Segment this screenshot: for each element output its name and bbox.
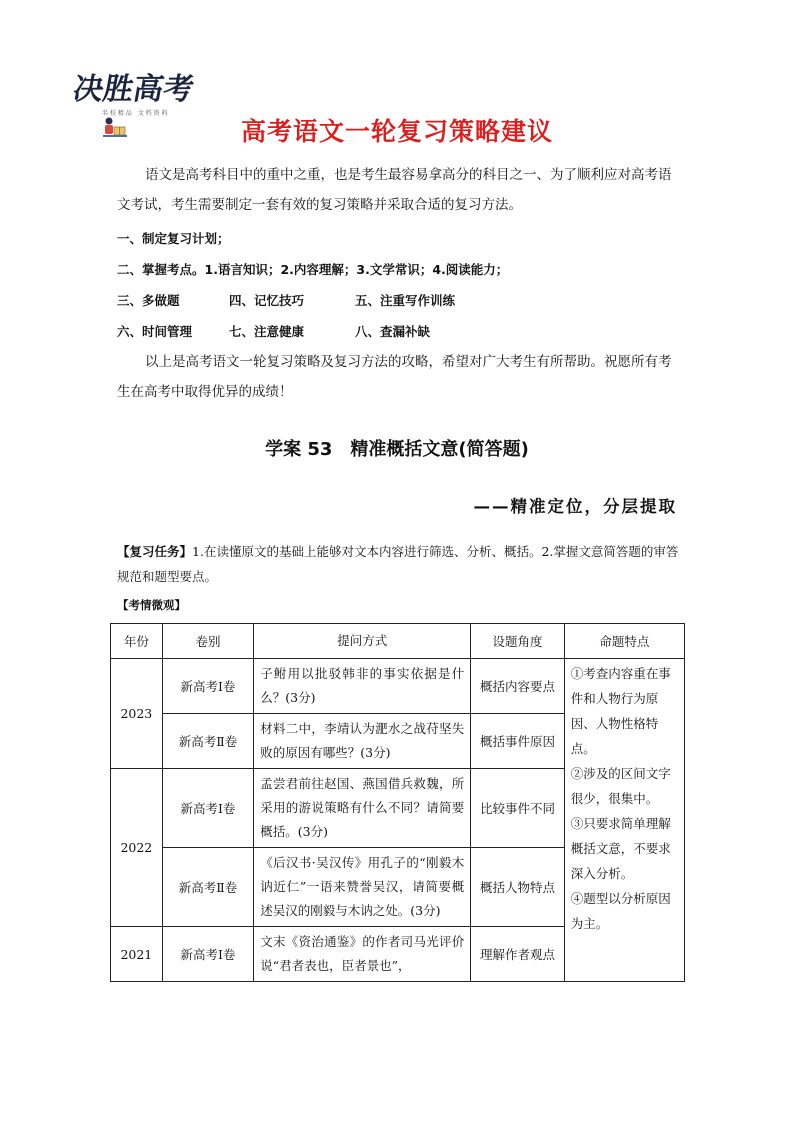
section-label: 【考情微观】 bbox=[117, 598, 186, 612]
question-cell: 材料二中，李靖认为淝水之战苻坚失败的原因有哪些？(3分) bbox=[254, 714, 471, 769]
exam-table bbox=[110, 623, 685, 982]
table-header: 卷别 bbox=[162, 624, 254, 659]
case-title: 学案 53 精准概括文意(简答题) bbox=[265, 439, 529, 460]
volume-cell: 新高考Ⅱ卷 bbox=[162, 848, 254, 927]
review-task-text: 1.在读懂原文的基础上能够对文本内容进行筛选、分析、概括。2.掌握文意简答题的审答规范和题型要点。 bbox=[117, 544, 679, 584]
strategy-item: 八、查漏补缺 bbox=[355, 324, 431, 339]
angle-cell: 概括事件原因 bbox=[471, 714, 564, 769]
table-header: 年份 bbox=[111, 624, 163, 659]
angle-cell: 概括内容要点 bbox=[471, 659, 564, 714]
strategy-line-1: 一、制定复习计划； bbox=[117, 231, 230, 246]
strategy-item: 七、注意健康 bbox=[229, 324, 305, 339]
volume-cell: 新高考Ⅱ卷 bbox=[162, 714, 254, 769]
table-header-row bbox=[111, 624, 685, 659]
question-cell: 文末《资治通鉴》的作者司马光评价说“君者表也，臣者景也”， bbox=[254, 927, 471, 982]
table-row bbox=[111, 659, 685, 714]
closing-paragraph: 以上是高考语文一轮复习策略及复习方法的攻略，希望对广大考生有所帮助。祝愿所有考生在高考中取得优异的成绩！ bbox=[117, 354, 672, 400]
table-header: 设题角度 bbox=[471, 624, 564, 659]
strategy-item: 三、多做题 bbox=[117, 293, 180, 308]
features-cell bbox=[564, 659, 684, 982]
year-cell: 2021 bbox=[111, 927, 163, 982]
strategy-item: 六、时间管理 bbox=[117, 324, 193, 339]
year-cell: 2022 bbox=[111, 769, 163, 927]
feature-item: ②涉及的区间文字很少，很集中。 bbox=[570, 766, 671, 806]
review-task-label: 【复习任务】 bbox=[117, 544, 193, 559]
strategy-item: 四、记忆技巧 bbox=[229, 293, 305, 308]
volume-cell: 新高考Ⅰ卷 bbox=[162, 659, 254, 714]
volume-cell: 新高考Ⅰ卷 bbox=[162, 927, 254, 982]
case-subtitle: ——精准定位，分层提取 bbox=[473, 497, 677, 516]
question-cell: 《后汉书·吴汉传》用孔子的“刚毅木讷近仁”一语来赞誉吴汉，请简要概述吴汉的刚毅与木讷之处。(3分) bbox=[254, 848, 471, 927]
angle-cell: 概括人物特点 bbox=[471, 848, 564, 927]
review-task bbox=[117, 539, 683, 589]
logo-subtitle: 名 校 精 品 文 档 资 料 bbox=[102, 110, 168, 117]
table-header: 提问方式 bbox=[254, 624, 471, 659]
strategy-line-4 bbox=[117, 322, 430, 340]
question-cell: 孟尝君前往赵国、燕国借兵救魏，所采用的游说策略有什么不同？请简要概括。(3分) bbox=[254, 769, 471, 848]
feature-item: ④题型以分析原因为主。 bbox=[570, 891, 671, 931]
angle-cell: 比较事件不同 bbox=[471, 769, 564, 848]
strategy-line-3 bbox=[117, 291, 455, 309]
intro-paragraph: 语文是高考科目中的重中之重，也是考生最容易拿高分的科目之一、为了顺利应对高考语文考试，考生需要制定一套有效的复习策略并采取合适的复习方法。 bbox=[117, 167, 672, 213]
question-cell: 子鲋用以批驳韩非的事实依据是什么？(3分) bbox=[254, 659, 471, 714]
feature-item: ①考查内容重在事件和人物行为原因、人物性格特点。 bbox=[570, 666, 671, 756]
year-cell: 2023 bbox=[111, 659, 163, 769]
volume-cell: 新高考Ⅰ卷 bbox=[162, 769, 254, 848]
strategy-item: 五、注重写作训练 bbox=[355, 293, 456, 308]
logo-text: 决胜高考 bbox=[70, 72, 197, 107]
table-header: 命题特点 bbox=[564, 624, 684, 659]
strategy-line-2: 二、掌握考点。1.语言知识；2.内容理解；3.文学常识；4.阅读能力； bbox=[117, 262, 509, 277]
feature-item: ③只要求简单理解概括文意，不要求深入分析。 bbox=[570, 816, 671, 881]
angle-cell: 理解作者观点 bbox=[471, 927, 564, 982]
page-title: 高考语文一轮复习策略建议 bbox=[240, 117, 553, 146]
